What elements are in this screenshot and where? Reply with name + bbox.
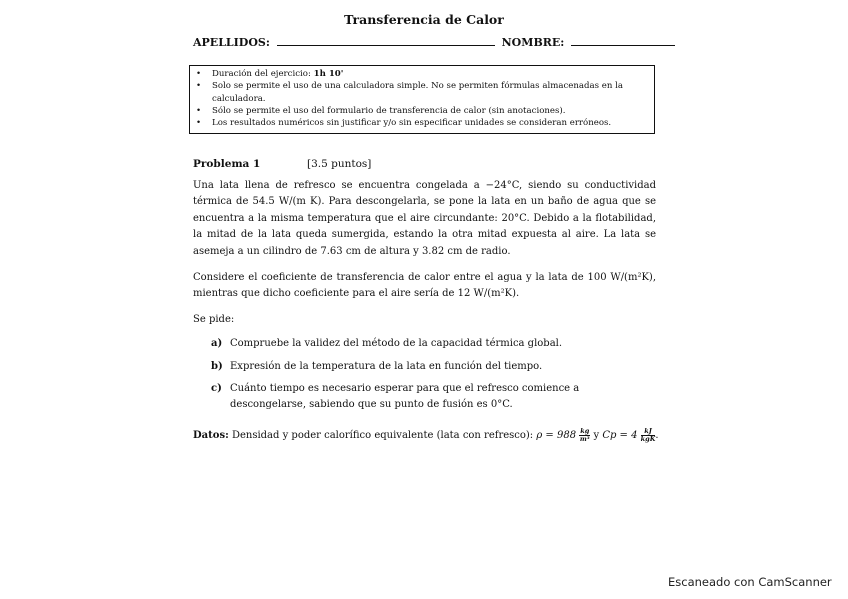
problem-statement: Una lata llena de refresco se encuentra congelada a −24°C, siendo su conductividad térmica de 54.5 W/(m K). Para descongelarla, se pone la lata en un baño de agua que se encuentra a la misma temperatura que el aire circundante: 20°C. Debido a la flotabilidad, la mitad de la lata queda sumergida, estando la otra mitad expuesta al aire. La lata se asemeja a un cilindro de 7.63 cm de altura y 3.82 cm de radio. — [193, 180, 656, 257]
question-list — [211, 336, 657, 419]
rho-units: $\frac{kg}{\text{m³}}$ — [579, 427, 590, 443]
question-item: a) Compruebe la validez del método de la capacidad térmica global. — [211, 338, 563, 349]
student-header — [193, 36, 675, 49]
question-item: c) Cuánto tiempo es necesario esperar para que el refresco comience a descongelarse, sabiendo que su punto de fusión es 0°C. — [211, 383, 580, 410]
apellidos-label: APELLIDOS: — [193, 36, 270, 49]
document-title: Transferencia de Calor — [344, 12, 504, 27]
datos-label: Datos: — [193, 430, 229, 441]
problem-heading — [193, 158, 372, 170]
cp-units: $\frac{kJ}{\text{kgK}}$ — [640, 427, 656, 443]
problem-name: Problema 1 — [193, 158, 261, 170]
rule-item: • Solo se permite el uso de una calculadora simple. No se permiten fórmulas almacenadas en la calculadora. — [196, 80, 650, 105]
nombre-label: NOMBRE: — [501, 36, 565, 49]
apellidos-blank — [277, 36, 495, 46]
rule-item: • Los resultados numéricos sin justificar y/o sin especificar unidades se consideran erróneos. — [196, 117, 650, 129]
heat-coefficients-paragraph: Considere el coeficiente de transferencia de calor entre el agua y la lata de 100 W/(m²K), mientras que dicho coeficiente para el aire sería de 12 W/(m²K). — [193, 272, 656, 300]
problem-points: [3.5 puntos] — [307, 158, 372, 170]
question-item: b) Expresión de la temperatura de la lata en función del tiempo. — [211, 360, 543, 372]
camscanner-watermark: Escaneado con CamScanner — [668, 575, 832, 589]
exam-rules-box — [189, 65, 655, 134]
nombre-blank — [571, 36, 675, 46]
rule-item: • Sólo se permite el uso del formulario de transferencia de calor (sin anotaciones). — [196, 105, 650, 117]
rule-item: • Duración del ejercicio: 1h 10' — [196, 68, 650, 80]
rho-expression: ρ = 988 — [536, 430, 577, 441]
se-pide-label: Se pide: — [193, 314, 235, 325]
cp-expression: Cp = 4 — [602, 430, 638, 441]
data-line: Datos: Densidad y poder calorífico equivalente (lata con refresco): ρ = 988 $\frac{kg}{\text{m³}}$ y Cp = 4 $\frac{kJ}{\text{kgK}}$ . — [193, 427, 659, 443]
